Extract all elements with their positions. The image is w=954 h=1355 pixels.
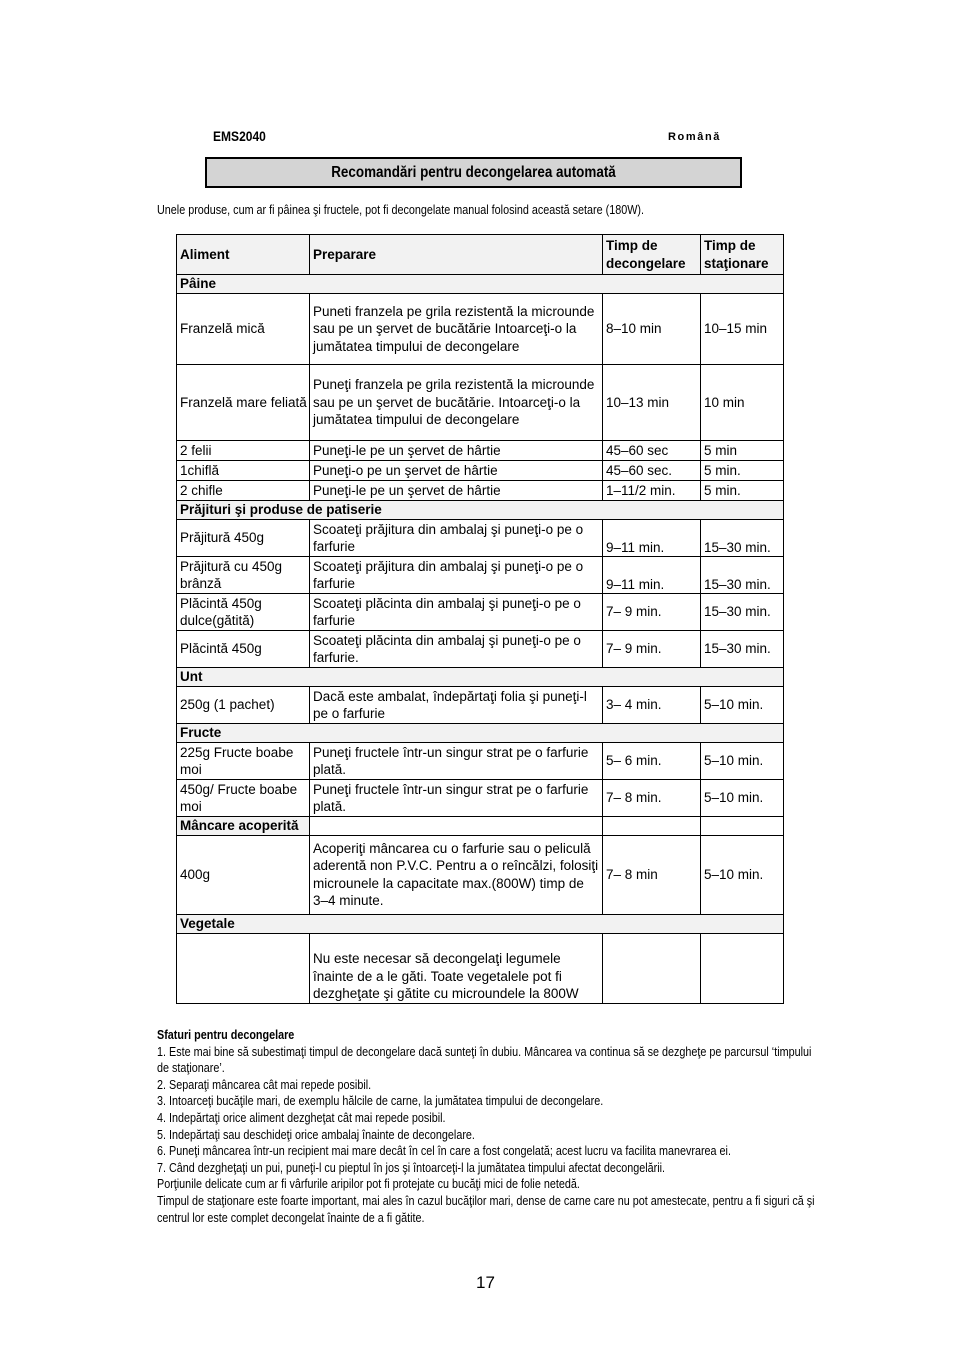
prep-cell: Scoateţi plăcinta din ambalaj şi puneţi-o pe o farfurie bbox=[310, 594, 603, 631]
food-cell: 400g bbox=[177, 835, 310, 914]
section-row bbox=[177, 817, 784, 836]
prep-cell: Puneţi franzela pe grila rezistentă la microunde sau pe un şervet de bucătărie. Intoarceţi-o la jumătatea timpului de decongelare bbox=[310, 365, 603, 441]
standing-cell: 15–30 min. bbox=[701, 594, 784, 631]
table-row bbox=[177, 294, 784, 365]
standing-cell: 5–10 min. bbox=[701, 743, 784, 780]
defrost-cell bbox=[603, 933, 701, 1003]
defrost-cell: 7– 8 min bbox=[603, 835, 701, 914]
food-cell: 2 felii bbox=[177, 441, 310, 461]
prep-cell: Puneţi fructele într-un singur strat pe o farfurie plată. bbox=[310, 743, 603, 780]
prep-cell: Dacă este ambalat, îndepărtaţi folia şi puneţi-l pe o farfurie bbox=[310, 687, 603, 724]
intro-text: Unele produse, cum ar fi pâinea şi fructele, pot fi decongelate manual folosind această setare (180W). bbox=[157, 202, 645, 217]
section-title: Recomandări pentru decongelarea automată bbox=[331, 164, 616, 181]
food-cell: 2 chifle bbox=[177, 481, 310, 501]
table-row bbox=[177, 687, 784, 724]
prep-cell: Puneţi-o pe un şervet de hârtie bbox=[310, 461, 603, 481]
food-cell: 225g Fructe boabe moi bbox=[177, 743, 310, 780]
prep-cell: Scoateţi plăcinta din ambalaj şi puneţi-o pe o farfurie. bbox=[310, 631, 603, 668]
section-row bbox=[177, 914, 784, 933]
empty-cell bbox=[310, 817, 603, 836]
prep-cell: Puneţi-le pe un şervet de hârtie bbox=[310, 441, 603, 461]
column-header-standing-time: Timp de staţionare bbox=[701, 235, 784, 275]
food-cell: Plăcintă 450g dulce(gătită) bbox=[177, 594, 310, 631]
standing-cell: 10 min bbox=[701, 365, 784, 441]
defrost-table bbox=[176, 234, 784, 1004]
tip-line: 2. Separaţi mâncarea cât mai repede posibil. bbox=[157, 1076, 372, 1092]
column-header-preparation: Preparare bbox=[310, 235, 603, 275]
tip-line: 1. Este mai bine să subestimaţi timpul de decongelare dacă sunteţi în dubiu. Mâncarea va continua să se dezgheţe pe parcursul ‘timpului de staţionare’. bbox=[157, 1043, 812, 1076]
defrost-cell: 7– 9 min. bbox=[603, 631, 701, 668]
food-cell bbox=[177, 933, 310, 1003]
section-title-box bbox=[205, 157, 742, 188]
section-title-fruit: Fructe bbox=[177, 724, 784, 743]
prep-cell: Scoateţi prăjitura din ambalaj şi puneţi-o pe o farfurie bbox=[310, 520, 603, 557]
table-row bbox=[177, 933, 784, 1003]
table-row bbox=[177, 835, 784, 914]
column-header-defrost-time: Timp de decongelare bbox=[603, 235, 701, 275]
table-row bbox=[177, 631, 784, 668]
food-cell: 450g/ Fructe boabe moi bbox=[177, 780, 310, 817]
tip-line: 7. Când dezgheţaţi un pui, puneţi-l cu pieptul în jos şi întoarceţi-l la jumătatea timpului afectat decongelării. bbox=[157, 1159, 666, 1175]
prep-cell: Puneti franzela pe grila rezistentă la microunde sau pe un şervet de bucătărie Intoarceţi-o la jumătatea timpului de decongelare bbox=[310, 294, 603, 365]
defrost-cell: 9–11 min. bbox=[603, 520, 701, 557]
defrost-tips bbox=[157, 1027, 821, 1226]
table-row bbox=[177, 481, 784, 501]
defrost-cell: 5– 6 min. bbox=[603, 743, 701, 780]
column-header-food: Aliment bbox=[177, 235, 310, 275]
prep-cell: Puneţi-le pe un şervet de hârtie bbox=[310, 481, 603, 501]
defrost-cell: 7– 8 min. bbox=[603, 780, 701, 817]
standing-cell: 5 min. bbox=[701, 481, 784, 501]
table-row bbox=[177, 365, 784, 441]
tip-line: 5. Indepărtaţi sau deschideţi orice ambalaj înainte de decongelare. bbox=[157, 1126, 475, 1142]
standing-cell: 5–10 min. bbox=[701, 687, 784, 724]
standing-cell: 15–30 min. bbox=[701, 631, 784, 668]
table-row bbox=[177, 780, 784, 817]
table-row bbox=[177, 520, 784, 557]
section-row bbox=[177, 668, 784, 687]
empty-cell bbox=[603, 817, 701, 836]
section-title-butter: Unt bbox=[177, 668, 784, 687]
prep-cell: Nu este necesar să decongelaţi legumele înainte de a le găti. Toate vegetalele pot fi dezgheţate şi gătite cu microundele la 800W bbox=[310, 933, 603, 1003]
section-row bbox=[177, 275, 784, 294]
table-row bbox=[177, 441, 784, 461]
defrost-cell: 10–13 min bbox=[603, 365, 701, 441]
food-cell: Franzelă mare feliată bbox=[177, 365, 310, 441]
section-row bbox=[177, 724, 784, 743]
tip-line: 3. Intoarceţi bucăţile mari, de exemplu hălcile de carne, la jumătatea timpului de decongelare. bbox=[157, 1093, 604, 1109]
prep-cell: Puneţi fructele într-un singur strat pe o farfurie plată. bbox=[310, 780, 603, 817]
food-cell: 250g (1 pachet) bbox=[177, 687, 310, 724]
food-cell: Plăcintă 450g bbox=[177, 631, 310, 668]
model-number: EMS2040 bbox=[213, 128, 266, 144]
table-row bbox=[177, 557, 784, 594]
standing-cell bbox=[701, 933, 784, 1003]
table-row bbox=[177, 743, 784, 780]
empty-cell bbox=[701, 817, 784, 836]
tips-title: Sfaturi pentru decongelare bbox=[157, 1027, 295, 1042]
standing-cell: 10–15 min bbox=[701, 294, 784, 365]
defrost-cell: 1–11/2 min. bbox=[603, 481, 701, 501]
section-title-vegetables: Vegetale bbox=[177, 914, 784, 933]
defrost-cell: 45–60 sec. bbox=[603, 461, 701, 481]
defrost-cell: 9–11 min. bbox=[603, 557, 701, 594]
page-number: 17 bbox=[476, 1273, 495, 1292]
tip-line: Porţiunile delicate cum ar fi vârfurile aripilor pot fi protejate cu bucăţi mici de folie netedă. bbox=[157, 1176, 580, 1192]
section-title-bread: Pâine bbox=[177, 275, 784, 294]
language-label: Română bbox=[668, 131, 721, 143]
standing-cell: 5–10 min. bbox=[701, 780, 784, 817]
defrost-cell: 45–60 sec bbox=[603, 441, 701, 461]
defrost-cell: 8–10 min bbox=[603, 294, 701, 365]
tip-line: 6. Puneţi mâncarea într-un recipient mai mare decât în cel în care a fost congelată; acest lucru va facilita manevrarea ei. bbox=[157, 1143, 731, 1159]
food-cell: Prăjitură cu 450g brânză bbox=[177, 557, 310, 594]
section-row bbox=[177, 501, 784, 520]
tip-line: Timpul de staţionare este foarte important, mai ales în cazul bucăţilor mari, dense de carne care nu pot amestecate, pentru a fi siguri că şi centrul lor este complet decongelat înainte de a fi gătite. bbox=[157, 1192, 815, 1225]
prep-cell: Acoperiţi mâncarea cu o farfurie sau o peliculă aderentă non P.V.C. Pentru a o reîncălzi, folosiţi microunele la capacitate max.(800W) timp de 3–4 minute. bbox=[310, 835, 603, 914]
table-row bbox=[177, 594, 784, 631]
standing-cell: 15–30 min. bbox=[701, 520, 784, 557]
defrost-cell: 3– 4 min. bbox=[603, 687, 701, 724]
standing-cell: 5–10 min. bbox=[701, 835, 784, 914]
section-title-covered-food: Mâncare acoperită bbox=[177, 817, 310, 836]
prep-cell: Scoateţi prăjitura din ambalaj şi puneţi-o pe o farfurie bbox=[310, 557, 603, 594]
standing-cell: 15–30 min. bbox=[701, 557, 784, 594]
food-cell: Franzelă mică bbox=[177, 294, 310, 365]
food-cell: 1chiflă bbox=[177, 461, 310, 481]
food-cell: Prăjitură 450g bbox=[177, 520, 310, 557]
section-title-pastry: Prăjituri şi produse de patiserie bbox=[177, 501, 784, 520]
standing-cell: 5 min bbox=[701, 441, 784, 461]
table-row bbox=[177, 461, 784, 481]
defrost-cell: 7– 9 min. bbox=[603, 594, 701, 631]
standing-cell: 5 min. bbox=[701, 461, 784, 481]
tip-line: 4. Indepărtaţi orice aliment dezgheţat cât mai repede posibil. bbox=[157, 1109, 446, 1125]
